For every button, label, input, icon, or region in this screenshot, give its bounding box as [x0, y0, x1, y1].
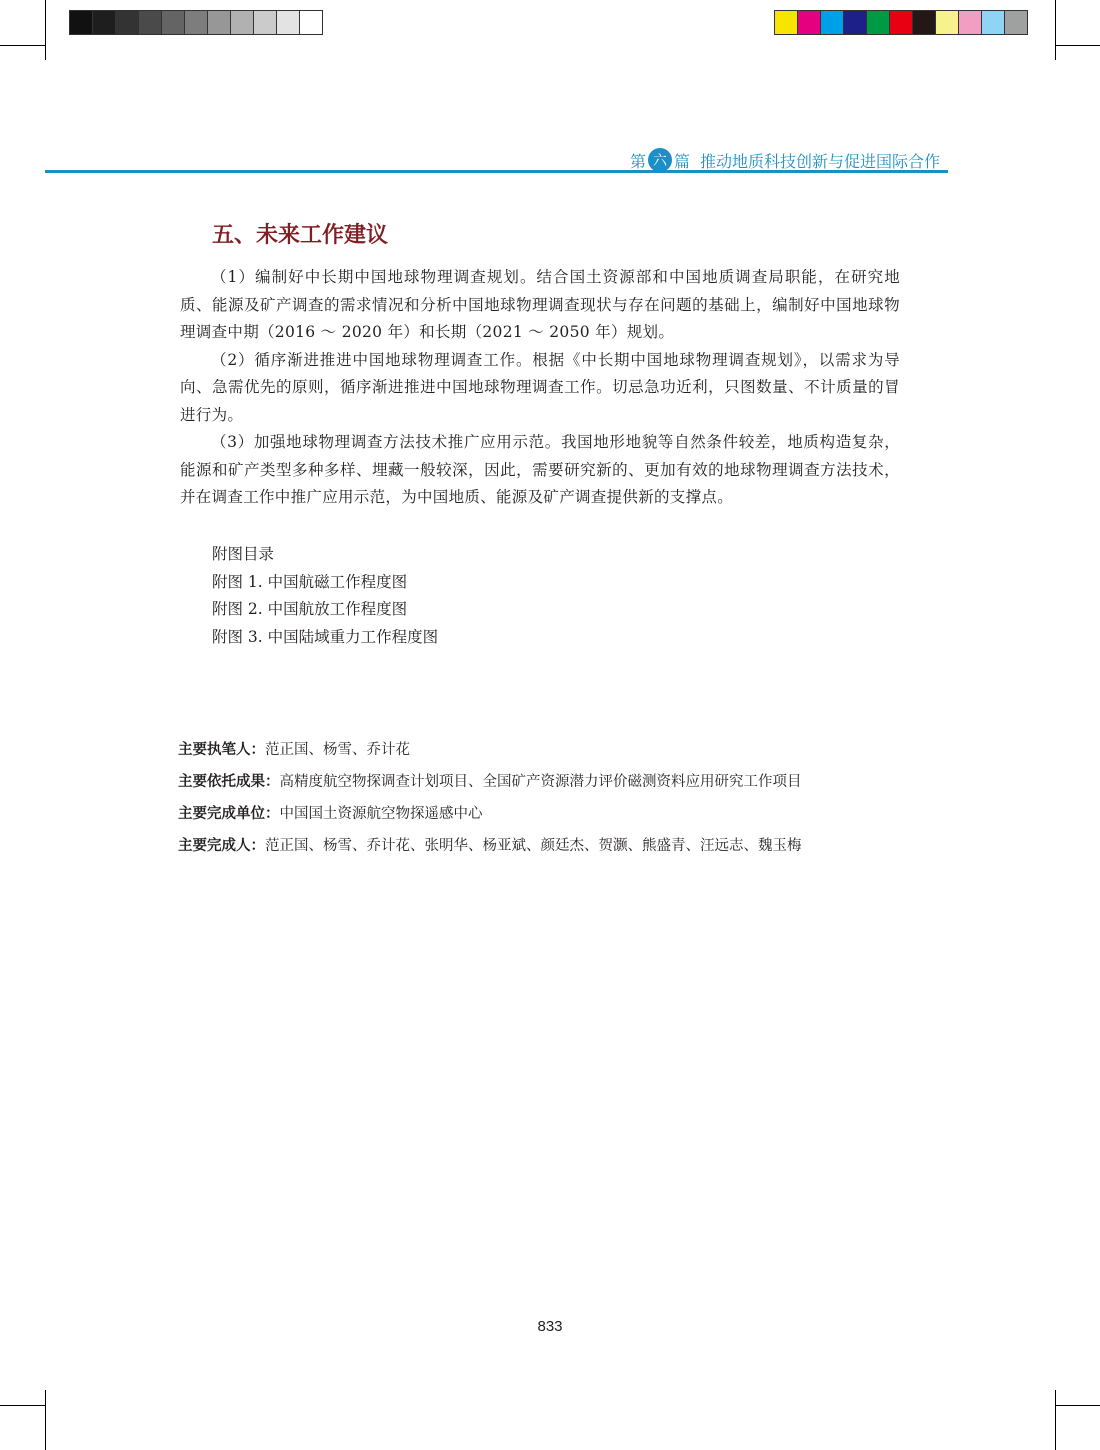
- credit-value: 高精度航空物探调查计划项目、全国矿产资源潜力评价磁测资料应用研究工作项目: [279, 774, 802, 790]
- crop-mark: [1055, 1405, 1100, 1406]
- calibration-swatch: [185, 11, 207, 34]
- crop-mark: [0, 45, 45, 46]
- crop-mark: [1055, 1390, 1056, 1450]
- calibration-swatch: [208, 11, 230, 34]
- part-number-badge: 六: [648, 148, 672, 172]
- credit-label: 主要依托成果：: [178, 774, 280, 790]
- calibration-swatch: [162, 11, 184, 34]
- calibration-swatch: [70, 11, 92, 34]
- calibration-swatch: [1005, 11, 1027, 34]
- paragraph: （2）循序渐进推进中国地球物理调查工作。根据《中长期中国地球物理调查规划》，以需求为导向、急需优先的原则，循序渐进推进中国地球物理调查工作。切忌急功近利，只图数量、不计质量的冒进行为。: [180, 350, 900, 424]
- crop-mark: [1055, 0, 1056, 60]
- paragraph: （3）加强地球物理调查方法技术推广应用示范。我国地形地貌等自然条件较差，地质构造复杂，能源和矿产类型多种多样、埋藏一般较深，因此，需要研究新的、更加有效的地球物理调查方法技术，并在调查工作中推广应用示范，为中国地质、能源及矿产调查提供新的支撑点。: [180, 433, 900, 506]
- calibration-swatch: [821, 11, 843, 34]
- crop-mark: [1055, 45, 1100, 46]
- figure-list-item: 附图 2. 中国航放工作程度图: [212, 600, 408, 618]
- part-suffix: 篇: [674, 151, 691, 171]
- figure-list-title: 附图目录: [212, 545, 275, 563]
- credit-value: 范正国、杨雪、乔计花、张明华、杨亚斌、颜廷杰、贺灏、熊盛青、汪远志、魏玉梅: [265, 838, 802, 854]
- part-label: [630, 148, 690, 172]
- calibration-swatch: [775, 11, 797, 34]
- calibration-swatch: [936, 11, 958, 34]
- color-calibration-bar: [775, 11, 1028, 34]
- part-prefix: 第: [630, 151, 647, 171]
- section-title: 五、未来工作建议: [212, 223, 389, 248]
- calibration-swatch: [254, 11, 276, 34]
- credit-value: 中国国土资源航空物探遥感中心: [279, 806, 483, 822]
- paragraph: （1）编制好中长期中国地球物理调查规划。结合国土资源部和中国地质调查局职能，在研究地质、能源及矿产调查的需求情况和分析中国地球物理调查现状与存在问题的基础上，编制好中国地球物理调查中期（2016 ～ 2020 年）和长期（2021 ～ 2050 年）规划。: [180, 268, 900, 341]
- calibration-swatch: [93, 11, 115, 34]
- header-rule: [45, 170, 948, 173]
- crop-mark: [45, 1390, 46, 1450]
- calibration-swatch: [231, 11, 253, 34]
- credit-institution: [178, 801, 898, 828]
- calibration-swatch: [300, 11, 322, 34]
- calibration-swatch: [277, 11, 299, 34]
- calibration-swatch: [139, 11, 161, 34]
- crop-mark: [45, 0, 46, 60]
- figure-list-item: 附图 1. 中国航磁工作程度图: [212, 572, 408, 591]
- credits-block: [178, 737, 898, 865]
- credit-label: 主要完成单位：: [178, 806, 280, 822]
- credit-contributors: [178, 833, 898, 860]
- calibration-swatch: [798, 11, 820, 34]
- calibration-swatch: [890, 11, 912, 34]
- calibration-swatch: [959, 11, 981, 34]
- grayscale-calibration-bar: [70, 11, 323, 34]
- calibration-swatch: [844, 11, 866, 34]
- credit-value: 范正国、杨雪、乔计花: [265, 742, 410, 758]
- credit-label: 主要执笔人：: [178, 742, 265, 758]
- figure-list: [212, 541, 438, 651]
- credit-projects: [178, 769, 898, 796]
- figure-list-item: 附图 3. 中国陆域重力工作程度图: [212, 627, 439, 646]
- crop-mark: [0, 1405, 45, 1406]
- page-number: 833: [537, 1318, 563, 1335]
- credit-label: 主要完成人：: [178, 838, 265, 854]
- part-title: 推动地质科技创新与促进国际合作: [700, 151, 941, 171]
- calibration-swatch: [116, 11, 138, 34]
- calibration-swatch: [867, 11, 889, 34]
- calibration-swatch: [913, 11, 935, 34]
- section-body: [180, 264, 900, 512]
- credit-authors: [178, 737, 898, 764]
- calibration-swatch: [982, 11, 1004, 34]
